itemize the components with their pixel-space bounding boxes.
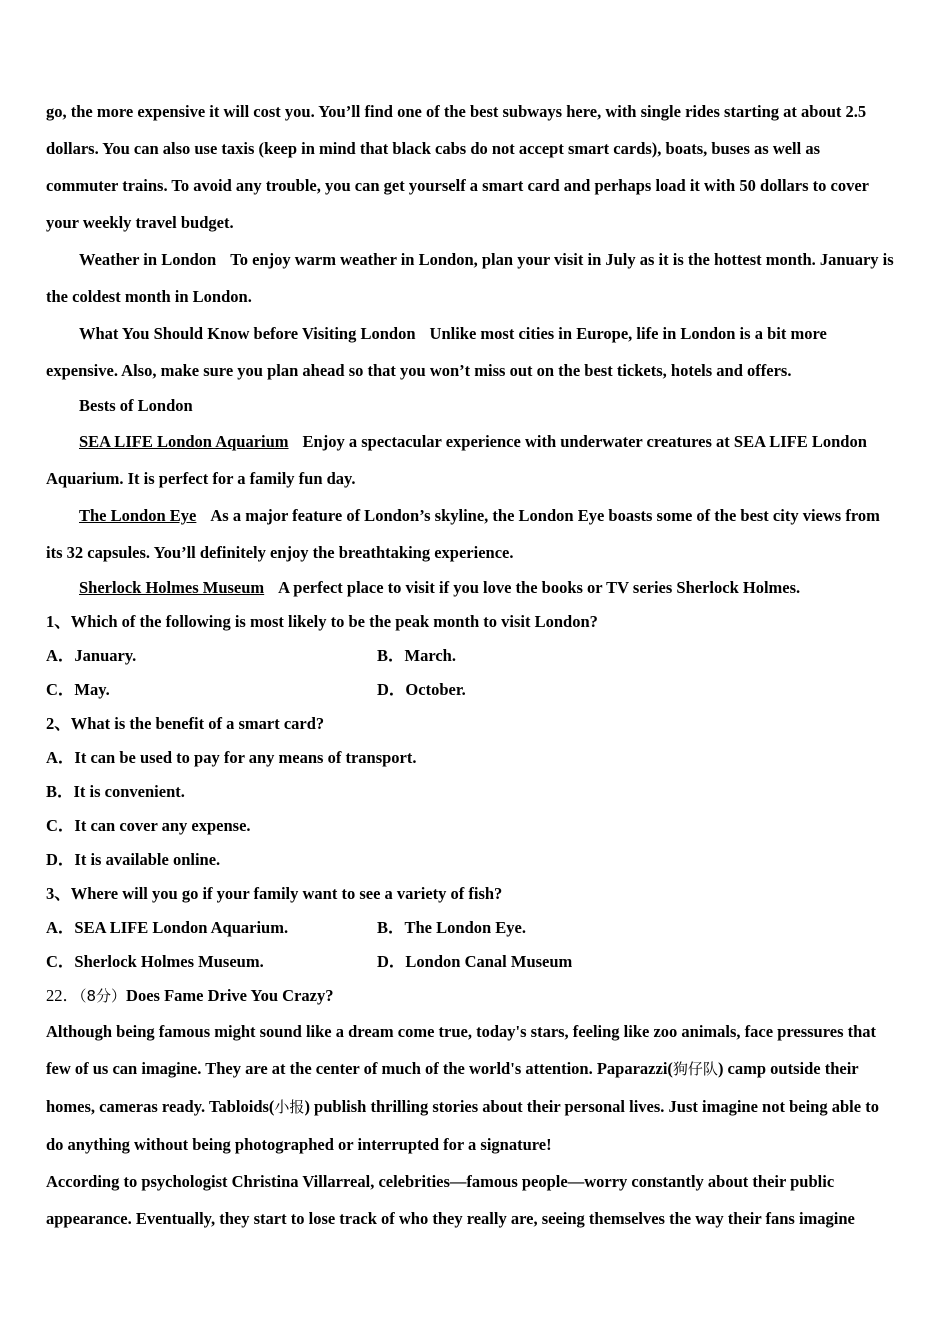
question-3-options-row-1 — [46, 911, 896, 945]
eye-paragraph — [46, 497, 896, 571]
eye-text: As a major feature of London’s skyline, the London Eye boasts some of the best city views from its 32 capsules. You’ll definitely enjoy the breathtaking experience. — [46, 506, 880, 562]
fame-p1-text-b: ) camp outside their homes, cameras ready. Tabloids( — [46, 1059, 859, 1116]
fame-paragraph-2: According to psychologist Christina Villarreal, celebrities—famous people—worry constantly about their public appearance. Eventually, they start to lose track of who they really are, seeing themselves the way their fans imagine — [46, 1172, 855, 1228]
q3-option-b: B．The London Eye. — [377, 918, 526, 937]
q1-option-c: C．May. — [46, 680, 110, 699]
bests-heading: Bests of London — [79, 396, 193, 415]
weather-text: To enjoy warm weather in London, plan your visit in July as it is the hottest month. January is the coldest month in London. — [46, 250, 894, 306]
sherlock-text: A perfect place to visit if you love the books or TV series Sherlock Holmes. — [278, 578, 801, 597]
q2-option-a: A．It can be used to pay for any means of transport. — [46, 748, 417, 767]
question-3-options-row-2 — [46, 945, 896, 979]
fame-p1-text-c: ) publish thrilling stories about their personal lives. Just imagine not being able to do anything without being photographed or interrupted for a signature! — [46, 1097, 879, 1154]
question-1-stem: 1、Which of the following is most likely to be the peak month to visit London? — [46, 612, 598, 631]
section-22-heading — [46, 979, 896, 1013]
transport-paragraph: go, the more expensive it will cost you. You’ll find one of the best subways here, with single rides starting at about 2.5 dollars. You can also use taxis (keep in mind that black cabs do not accept smart cards), boats, buses as well as commuter trains. To avoid any trouble, you can get yourself a smart card and perhaps load it with 50 dollars to cover your weekly travel budget. — [46, 102, 869, 232]
q3-option-c: C．Sherlock Holmes Museum. — [46, 952, 264, 971]
weather-paragraph — [46, 241, 896, 315]
q1-option-d: D．October. — [377, 680, 466, 699]
document-page — [46, 93, 896, 1237]
fame-paragraph-1 — [46, 1013, 896, 1163]
q3-option-a: A．SEA LIFE London Aquarium. — [46, 918, 289, 937]
q1-option-b: B．March. — [377, 646, 456, 665]
q1-option-a: A．January. — [46, 646, 137, 665]
fame-p1-text-a: Although being famous might sound like a dream come true, today's stars, feeling like zoo animals, face pressures that few of us can imagine. They are at the center of much of the world's attention. Paparazzi( — [46, 1022, 877, 1078]
section-22-title: Does Fame Drive You Crazy? — [126, 986, 334, 1005]
weather-heading: Weather in London — [79, 250, 217, 269]
question-2-stem: 2、What is the benefit of a smart card? — [46, 714, 325, 733]
sherlock-paragraph — [46, 571, 896, 605]
sealife-heading: SEA LIFE London Aquarium — [79, 432, 289, 451]
fame-p1-cjk-tabloids: 小报 — [274, 1098, 305, 1116]
question-1-options-row-2 — [46, 673, 896, 707]
q2-option-b: B．It is convenient. — [46, 782, 185, 801]
know-text: Unlike most cities in Europe, life in London is a bit more expensive. Also, make sure you plan ahead so that you won’t miss out on the best tickets, hotels and offers. — [46, 324, 827, 380]
sealife-text: Enjoy a spectacular experience with underwater creatures at SEA LIFE London Aquarium. It is perfect for a family fun day. — [46, 432, 867, 488]
fame-p1-cjk-paparazzi: 狗仔队 — [672, 1060, 718, 1078]
section-22-score: （8分） — [79, 987, 127, 1005]
eye-heading: The London Eye — [79, 506, 197, 525]
q3-option-d: D．London Canal Museum — [377, 952, 573, 971]
q2-option-c: C．It can cover any expense. — [46, 816, 251, 835]
q2-option-d: D．It is available online. — [46, 850, 221, 869]
question-3-stem: 3、Where will you go if your family want to see a variety of fish? — [46, 884, 503, 903]
know-paragraph — [46, 315, 896, 389]
section-22-number: 22． — [46, 986, 79, 1005]
question-1-options-row-1 — [46, 639, 896, 673]
sherlock-heading: Sherlock Holmes Museum — [79, 578, 265, 597]
sealife-paragraph — [46, 423, 896, 497]
know-heading: What You Should Know before Visiting London — [79, 324, 416, 343]
